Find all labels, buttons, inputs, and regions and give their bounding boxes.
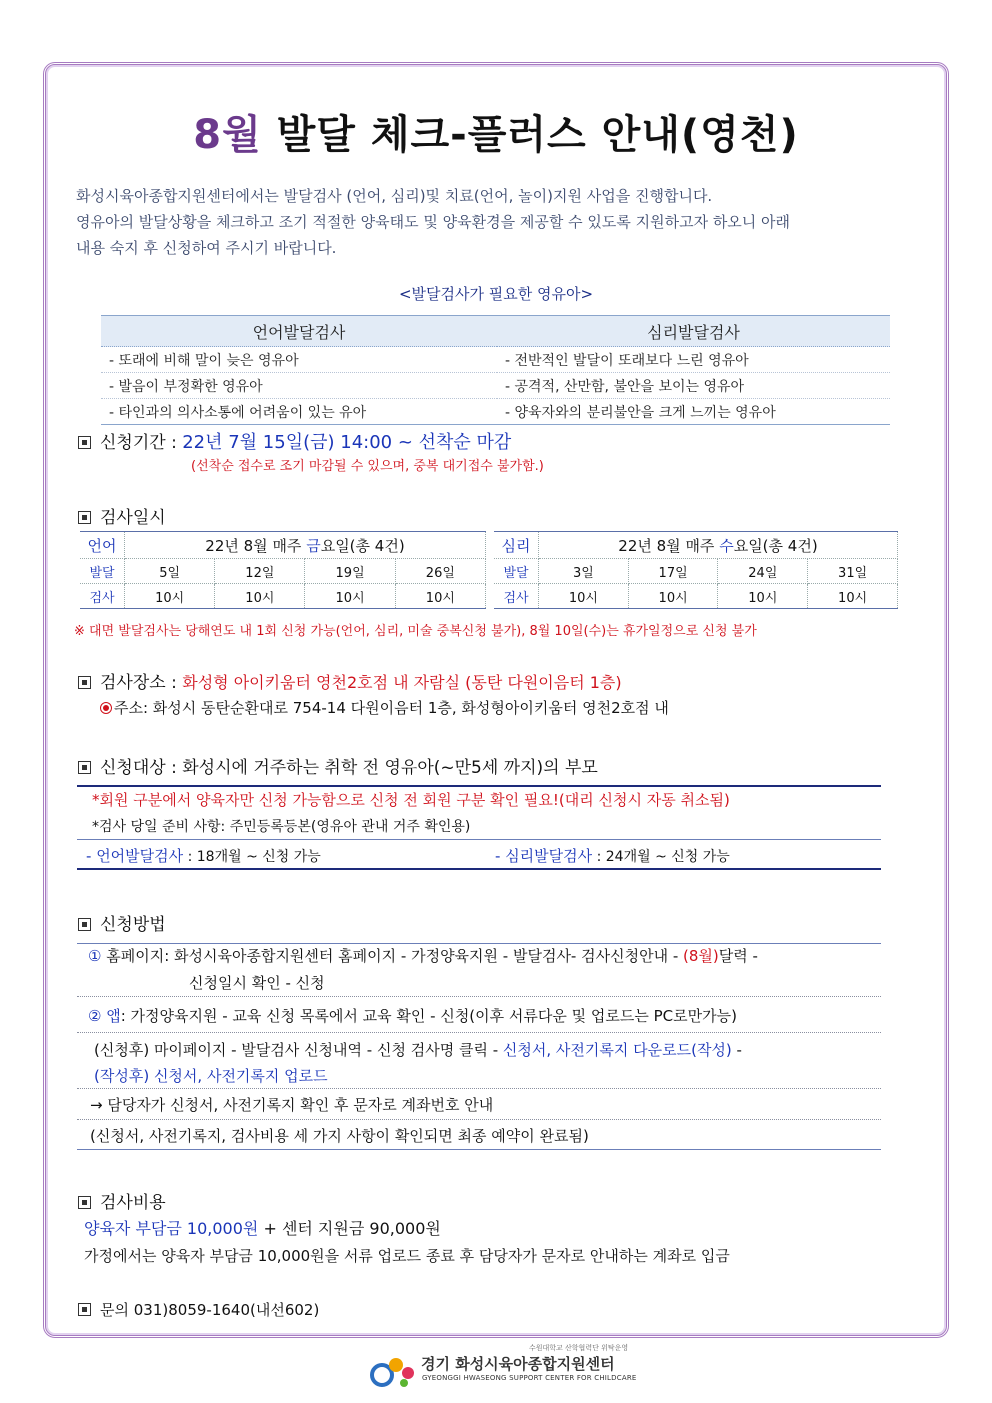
table-row (494, 584, 898, 609)
divider (77, 868, 881, 870)
intro-line: 내용 숙지 후 신청하여 주시기 바랍니다. (76, 239, 337, 257)
section-square-icon (78, 918, 91, 931)
need-title: <발달검사가 필요한 영유아> (398, 285, 594, 303)
need-cell: - 공격적, 산만함, 불안을 보이는 영유아 (497, 373, 890, 399)
intro-text (76, 183, 926, 261)
need-cell: - 전반적인 발달이 또래보다 느린 영유아 (497, 347, 890, 373)
logo-eng: GYEONGGI HWASEONG SUPPORT CENTER FOR CHILDCARE (422, 1374, 637, 1382)
method-step-4: → 담당자가 신청서, 사전기록지 확인 후 문자로 계좌번호 안내 (90, 1096, 494, 1114)
schedule-section (78, 503, 166, 528)
date-cell: 17일 (628, 559, 718, 584)
divider (77, 1149, 881, 1150)
place-section (78, 668, 622, 693)
need-col-lang: 언어발달검사 (101, 316, 497, 347)
divider (77, 996, 881, 997)
time-cell: 10시 (628, 584, 718, 609)
divider (77, 943, 881, 944)
section-square-icon (78, 761, 91, 774)
schedule-label: 검사일시 (100, 508, 166, 528)
psy-label: 발달 (494, 559, 539, 584)
need-cell: - 또래에 비해 말이 늦은 영유아 (101, 347, 497, 373)
method-step-1b: 신청일시 확인 - 신청 (189, 974, 325, 992)
radio-bullet-icon (100, 702, 112, 714)
divider (77, 785, 881, 787)
section-square-icon (78, 511, 91, 524)
table-row (494, 559, 898, 584)
target-warning: *회원 구분에서 양육자만 신청 가능함으로 신청 전 회원 구분 확인 필요!(대리 신청시 자동 취소됨) (92, 791, 730, 809)
table-row (101, 373, 890, 399)
period-value: 22년 7월 15일(금) 14:00 ~ 선착순 마감 (182, 432, 512, 453)
method-section (78, 910, 166, 935)
divider (77, 1032, 881, 1033)
method-label: 신청방법 (100, 915, 166, 935)
time-cell: 10시 (718, 584, 808, 609)
lang-label: 언어 (80, 532, 125, 559)
cost-section (78, 1188, 166, 1213)
date-cell: 19일 (305, 559, 395, 584)
date-cell: 31일 (808, 559, 898, 584)
target-lang: - 언어발달검사 : 18개월 ~ 신청 가능 (86, 847, 321, 865)
logo-sub-text: 수원대학교 산학협력단 위탁운영 (529, 1344, 629, 1352)
date-cell: 24일 (718, 559, 808, 584)
psy-label: 검사 (494, 584, 539, 609)
need-table (101, 315, 890, 425)
target-psy: - 심리발달검사 : 24개월 ~ 신청 가능 (495, 847, 730, 865)
target-label: 신청대상 : 화성시에 거주하는 취학 전 영유아(~만5세 까지)의 부모 (100, 758, 598, 778)
intro-line: 화성시육아종합지원센터에서는 발달검사 (언어, 심리)및 치료(언어, 놀이)지원 사업을 진행합니다. (76, 187, 713, 205)
contact-label: 문의 031)8059-1640(내선602) (100, 1301, 320, 1319)
target-prep: *검사 당일 준비 사항: 주민등록등본(영유아 관내 거주 확인용) (92, 819, 471, 835)
logo-name: 경기 화성시육아종합지원센터 (421, 1355, 615, 1373)
cost-line-1: 양육자 부담금 10,000원 + 센터 지원금 90,000원 (84, 1219, 441, 1238)
date-cell: 5일 (125, 559, 215, 584)
section-square-icon (78, 1196, 91, 1209)
method-step-3b: (작성후) 신청서, 사전기록지 업로드 (94, 1067, 328, 1085)
intro-line: 영유아의 발달상황을 체크하고 조기 적절한 양육태도 및 양육환경을 제공할 수 있도록 지원하고자 하오니 아래 (76, 213, 791, 231)
divider (77, 1119, 881, 1120)
period-note: (선착순 접수로 조기 마감될 수 있으며, 중복 대기접수 불가함.) (191, 459, 544, 474)
date-cell: 3일 (539, 559, 629, 584)
period-label: 신청기간 : (100, 433, 183, 453)
schedule-table-lang (80, 531, 486, 609)
psy-header: 22년 8월 매주 수요일(총 4건) (539, 532, 898, 559)
target-section (78, 753, 598, 778)
schedule-note: ※ 대면 발달검사는 당해연도 내 1회 신청 가능(언어, 심리, 미술 중복신청 불가), 8월 10일(수)는 휴가일정으로 신청 불가 (74, 624, 757, 639)
date-cell: 12일 (215, 559, 305, 584)
schedule-table-psy (494, 531, 898, 609)
method-step-5: (신청서, 사전기록지, 검사비용 세 가지 사항이 확인되면 최종 예약이 완료됨) (90, 1127, 589, 1145)
method-step-3: (신청후) 마이페이지 - 발달검사 신청내역 - 신청 검사명 클릭 - 신청서, 사전기록지 다운로드(작성) - (94, 1041, 742, 1059)
place-address: 주소: 화성시 동탄순환대로 754-14 다원이음터 1층, 화성형아이키움터 영천2호점 내 (100, 697, 669, 718)
section-square-icon (78, 676, 91, 689)
method-step-1: ① 홈페이지: 화성시육아종합지원센터 홈페이지 - 가정양육지원 - 발달검사- 검사신청안내 - (8월)달력 - (88, 947, 758, 965)
lang-label: 검사 (80, 584, 125, 609)
lang-label: 발달 (80, 559, 125, 584)
cost-line-2: 가정에서는 양육자 부담금 10,000원을 서류 업로드 종료 후 담당자가 문자로 안내하는 계좌로 입금 (84, 1247, 730, 1265)
time-cell: 10시 (539, 584, 629, 609)
date-cell: 26일 (395, 559, 485, 584)
page-title: 8월 발달 체크-플러스 안내(영천) (193, 112, 799, 158)
place-label: 검사장소 : (100, 673, 183, 693)
need-cell: - 발음이 부정확한 영유아 (101, 373, 497, 399)
center-logo (366, 1343, 646, 1393)
center-logo-icon (366, 1351, 418, 1389)
section-square-icon (78, 1303, 91, 1316)
time-cell: 10시 (125, 584, 215, 609)
table-row (101, 347, 890, 373)
psy-label: 심리 (494, 532, 539, 559)
divider (77, 839, 881, 840)
need-cell: - 양육자와의 분리불안을 크게 느끼는 영유아 (497, 399, 890, 425)
table-row (80, 584, 486, 609)
lang-header: 22년 8월 매주 금요일(총 4건) (125, 532, 486, 559)
period-section (78, 428, 511, 454)
contact-section (78, 1299, 319, 1320)
need-col-psy: 심리발달검사 (497, 316, 890, 347)
time-cell: 10시 (808, 584, 898, 609)
table-row (80, 559, 486, 584)
time-cell: 10시 (215, 584, 305, 609)
method-step-2: ② 앱: 가정양육지원 - 교육 신청 목록에서 교육 확인 - 신청(이후 서류다운 및 업로드는 PC로만가능) (88, 1007, 737, 1025)
divider (77, 1088, 881, 1089)
place-value: 화성형 아이키움터 영천2호점 내 자람실 (동탄 다원이음터 1층) (182, 673, 622, 692)
time-cell: 10시 (305, 584, 395, 609)
time-cell: 10시 (395, 584, 485, 609)
need-cell: - 타인과의 의사소통에 어려움이 있는 유아 (101, 399, 497, 425)
cost-label: 검사비용 (100, 1193, 166, 1213)
section-square-icon (78, 436, 91, 449)
table-row (101, 399, 890, 425)
